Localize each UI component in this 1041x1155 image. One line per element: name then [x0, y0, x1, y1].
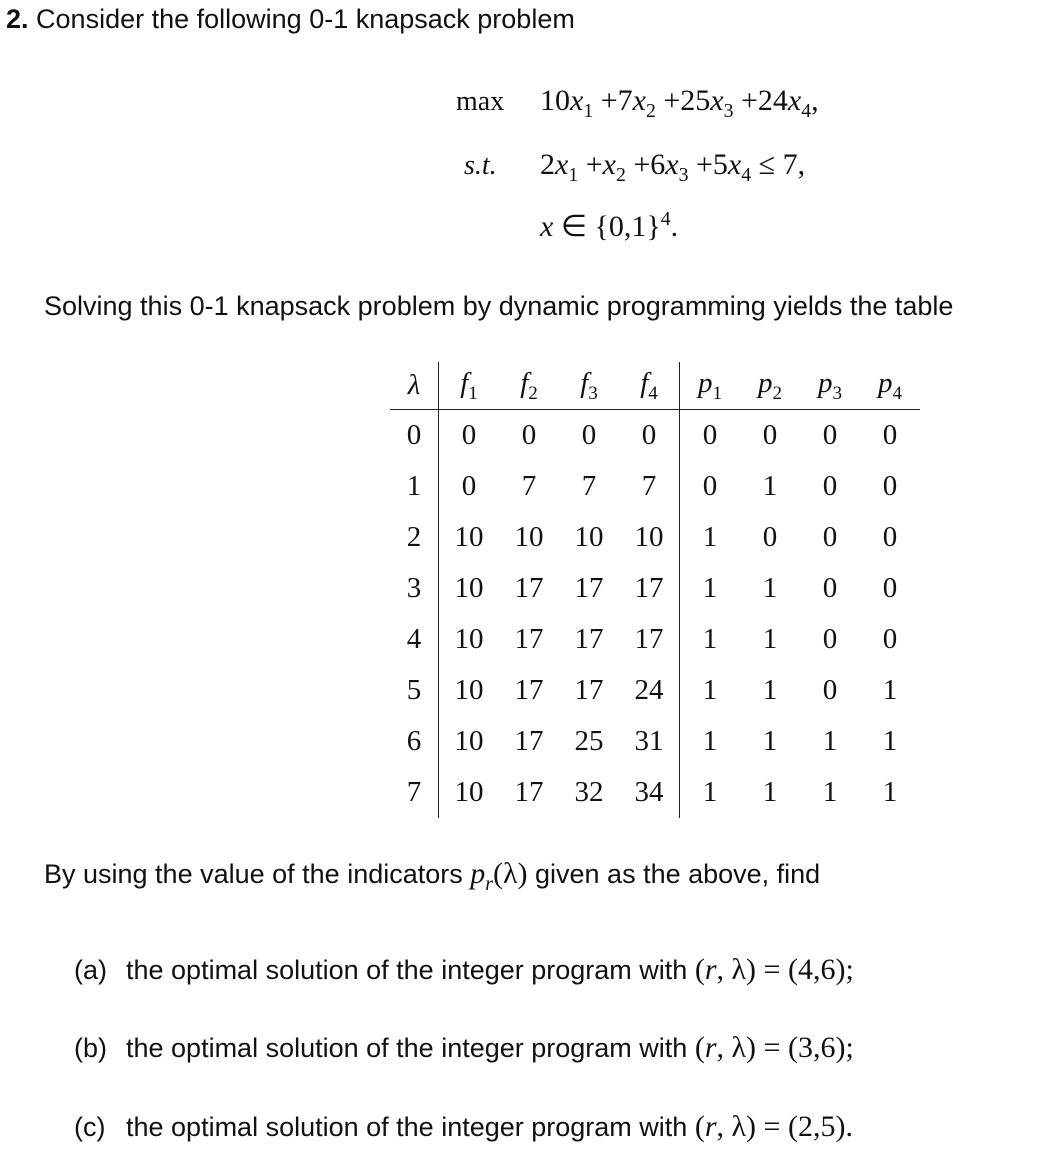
cell-lambda: 4	[390, 614, 439, 665]
cell-f1: 10	[454, 572, 484, 604]
cell-f4: 31	[619, 716, 680, 767]
table-row	[390, 461, 920, 512]
question-text: the optimal solution of the integer program with	[126, 955, 695, 985]
max-label: max	[456, 86, 505, 117]
objective-end: ,	[811, 84, 819, 117]
cell-p4: 0	[882, 470, 898, 502]
cell-f2: 10	[514, 521, 544, 553]
domain-end: .	[670, 210, 679, 243]
cell-p2: 1	[762, 725, 778, 757]
cell-p3: 1	[822, 776, 838, 808]
cell-f1: 0	[461, 470, 477, 502]
cell-f4: 34	[619, 767, 680, 818]
cell-lambda: 0	[390, 410, 439, 462]
cell-f2: 7	[521, 470, 537, 502]
table-row	[390, 665, 920, 716]
question-b	[74, 1031, 854, 1065]
cell-p3: 0	[822, 623, 838, 655]
header-p3: $p_3$	[800, 362, 860, 410]
cell-f1: 10	[454, 725, 484, 757]
binary-domain: x ∈ $\{0,1\}^4$.	[540, 208, 679, 243]
cell-f1: 0	[461, 419, 477, 451]
cell-lambda: 2	[390, 512, 439, 563]
question-letter: (b)	[74, 1033, 107, 1063]
cell-f2: 17	[514, 725, 544, 757]
objective-coef-4: +24	[741, 84, 788, 117]
cell-f1: 10	[454, 521, 484, 553]
cell-p3: 0	[822, 572, 838, 604]
cell-f3: 32	[574, 776, 604, 808]
dp-table	[390, 362, 920, 818]
cell-lambda: 1	[390, 461, 439, 512]
cell-p1: 0	[702, 419, 718, 451]
cell-p2: 1	[762, 572, 778, 604]
domain-set: ∈ {0,1}	[560, 210, 661, 243]
cell-p2: 1	[762, 674, 778, 706]
cell-p3: 0	[822, 521, 838, 553]
cell-lambda: 5	[390, 665, 439, 716]
header-p1: $p_1$	[680, 362, 741, 410]
cell-lambda: 3	[390, 563, 439, 614]
question-letter: (c)	[74, 1112, 106, 1142]
cell-f3: 10	[574, 521, 604, 553]
cell-p4: 0	[882, 623, 898, 655]
cell-f4: 0	[619, 410, 680, 462]
problem-heading	[6, 4, 575, 35]
cell-p1: 1	[702, 674, 718, 706]
cell-f1: 10	[454, 776, 484, 808]
cell-p1: 1	[702, 572, 718, 604]
constraint-coef-4: +5	[696, 148, 728, 181]
cell-f3: 17	[574, 623, 604, 655]
header-f2: $f_2$	[499, 362, 559, 410]
constraint-coef-2: +	[585, 148, 603, 181]
subject-to-label: s.t.	[464, 150, 497, 181]
cell-p1: 1	[702, 623, 718, 655]
problem-number: 2.	[6, 4, 29, 34]
cell-p4: 0	[882, 521, 898, 553]
question-a	[74, 953, 854, 987]
cell-p4: 0	[882, 572, 898, 604]
cell-p2: 1	[762, 776, 778, 808]
cell-p4: 1	[882, 674, 898, 706]
header-f3: $f_3$	[559, 362, 619, 410]
table-row	[390, 410, 920, 462]
cell-p2: 0	[762, 521, 778, 553]
header-f4: $f_4$	[619, 362, 680, 410]
cell-f4: 7	[619, 461, 680, 512]
cell-p4: 0	[882, 419, 898, 451]
question-pair: (r, λ) = (3,6);	[694, 1031, 854, 1064]
table-row	[390, 716, 920, 767]
question-pair: (r, λ) = (2,5).	[694, 1110, 853, 1143]
cell-p3: 0	[822, 419, 838, 451]
domain-power: 4	[660, 208, 671, 230]
header-f1: $f_1$	[439, 362, 500, 410]
question-text: the optimal solution of the integer program with	[126, 1112, 695, 1142]
cell-f3: 17	[574, 674, 604, 706]
header-p4: $p_4$	[860, 362, 920, 410]
instruction-before: By using the value of the indicators	[44, 859, 471, 889]
cell-f3: 25	[574, 725, 604, 757]
cell-f2: 17	[514, 776, 544, 808]
question-letter: (a)	[74, 955, 107, 985]
cell-p3: 0	[822, 674, 838, 706]
constraint-coef-1: 2	[540, 148, 555, 181]
cell-p4: 1	[882, 725, 898, 757]
table-row	[390, 767, 920, 818]
cell-f2: 17	[514, 572, 544, 604]
instruction-after: given as the above, find	[527, 859, 821, 889]
cell-p1: 0	[702, 470, 718, 502]
cell-f4: 17	[619, 614, 680, 665]
cell-f2: 17	[514, 623, 544, 655]
objective-function: $10x_1 +7x_2 +25x_3 +24x_4$,	[540, 84, 819, 122]
cell-f2: 17	[514, 674, 544, 706]
cell-p3: 1	[822, 725, 838, 757]
cell-p4: 1	[882, 776, 898, 808]
header-p2: $p_2$	[740, 362, 800, 410]
cell-p1: 1	[702, 725, 718, 757]
cell-p1: 1	[702, 521, 718, 553]
cell-f1: 10	[454, 623, 484, 655]
cell-f4: 10	[619, 512, 680, 563]
cell-f3: 0	[581, 419, 597, 451]
cell-p1: 1	[702, 776, 718, 808]
cell-p2: 1	[762, 470, 778, 502]
table-header-row	[390, 362, 920, 410]
intro-text: Solving this 0-1 knapsack problem by dynamic programming yields the table	[44, 291, 954, 321]
objective-coef-2: +7	[600, 84, 633, 117]
objective-coef-1: 10	[540, 84, 570, 117]
question-text: the optimal solution of the integer program with	[126, 1033, 695, 1063]
cell-f4: 24	[619, 665, 680, 716]
cell-f3: 7	[581, 470, 597, 502]
table-row	[390, 614, 920, 665]
cell-p2: 0	[762, 419, 778, 451]
cell-f2: 0	[521, 419, 537, 451]
cell-f3: 17	[574, 572, 604, 604]
indicator-notation: $p_r(\lambda)$	[470, 857, 528, 895]
cell-lambda: 6	[390, 716, 439, 767]
cell-lambda: 7	[390, 767, 439, 818]
instruction-text	[44, 857, 820, 896]
question-pair: (r, λ) = (4,6);	[694, 953, 854, 986]
question-c	[74, 1110, 853, 1144]
constraint-rhs: ≤ 7,	[751, 148, 806, 181]
cell-f1: 10	[454, 674, 484, 706]
objective-coef-3: +25	[663, 84, 711, 117]
constraint-coef-3: +6	[633, 148, 666, 181]
capacity-constraint: $2x_1 +x_2 +6x_3 +5x_4 \le 7$,	[540, 148, 806, 186]
table-row	[390, 512, 920, 563]
cell-p2: 1	[762, 623, 778, 655]
header-lambda: λ	[390, 362, 439, 410]
problem-heading-text: Consider the following 0-1 knapsack problem	[36, 4, 575, 34]
cell-p3: 0	[822, 470, 838, 502]
table-row	[390, 563, 920, 614]
cell-f4: 17	[619, 563, 680, 614]
